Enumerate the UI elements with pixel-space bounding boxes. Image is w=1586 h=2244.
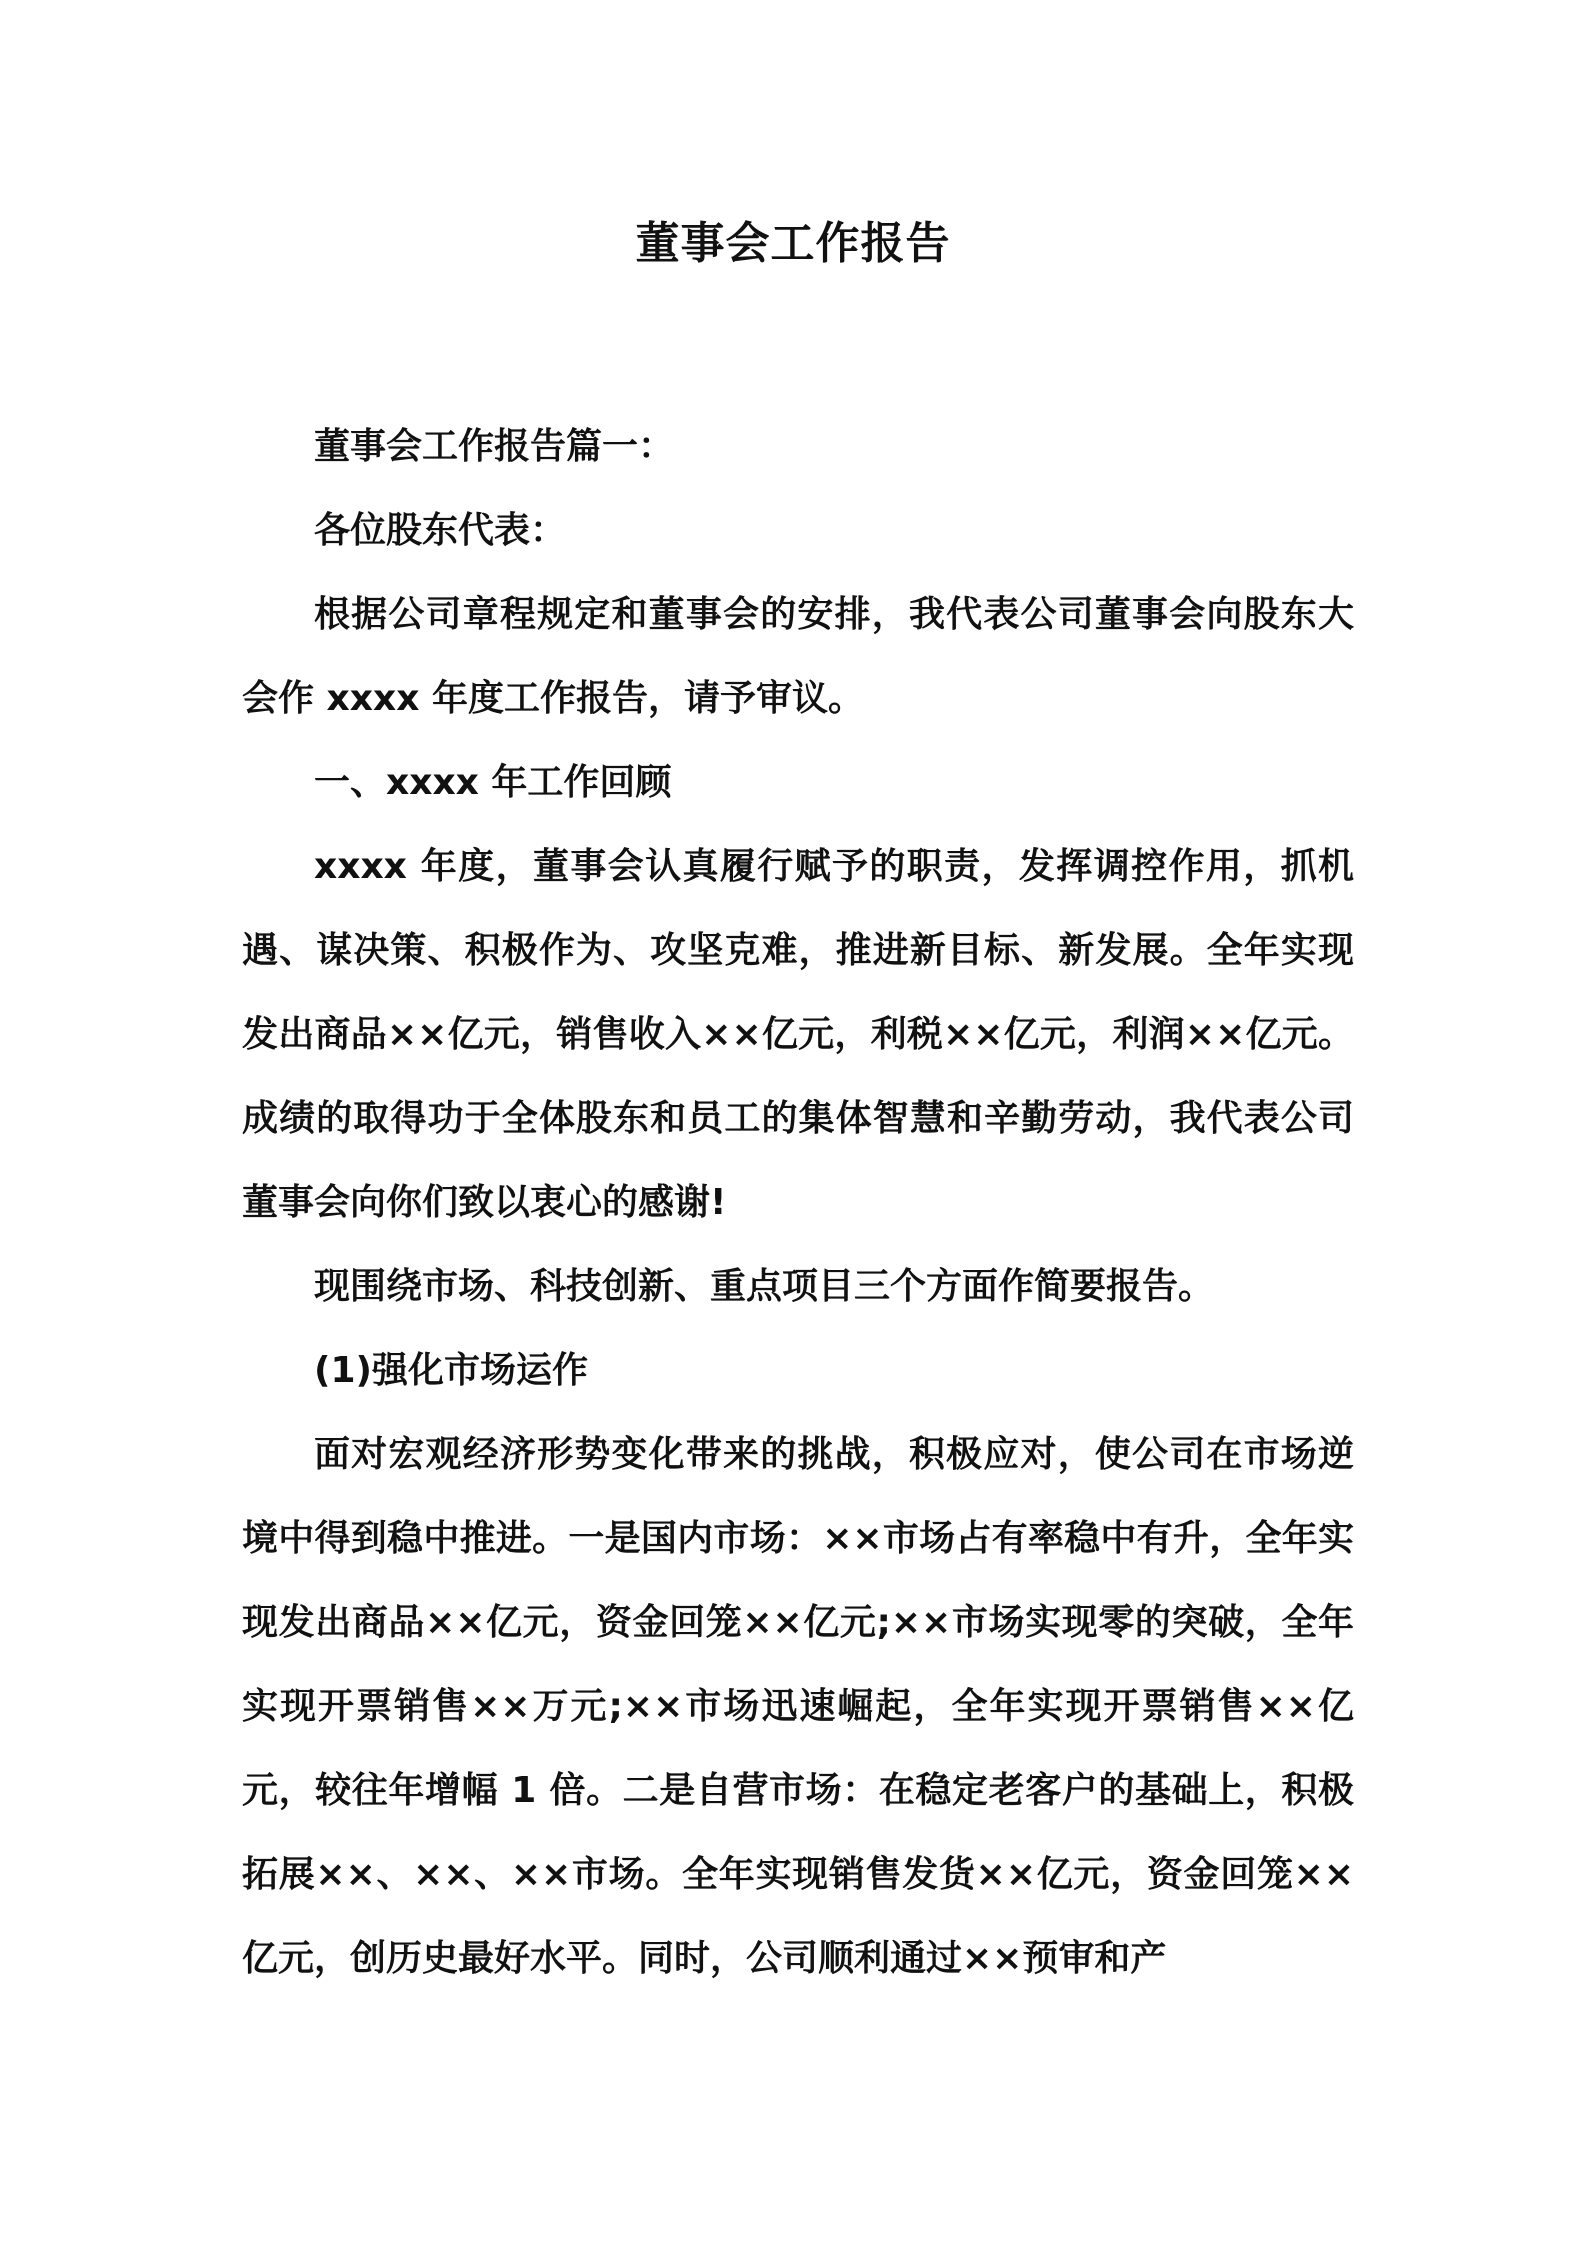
document-body (242, 405, 1354, 2001)
document-title: 董事会工作报告 (635, 218, 951, 269)
paragraph-intro: 根据公司章程规定和董事会的安排，我代表公司董事会向股东大会作 xxxx 年度工作报告，请予审议。 (242, 594, 1354, 719)
paragraph-report-scope: 现围绕市场、科技创新、重点项目三个方面作简要报告。 (314, 1266, 1215, 1307)
paragraph-market-details: 面对宏观经济形势变化带来的挑战，积极应对，使公司在市场逆境中得到稳中推进。一是国内市场：××市场占有率稳中有升，全年实现发出商品××亿元，资金回笼××亿元;××市场实现零的突破，全年实现开票销售××万元;××市场迅速崛起，全年实现开票销售××亿元，较往年增幅 1 倍。二是自营市场：在稳定老客户的基础上，积极拓展××、××、××市场。全年实现销售发货××亿元，资金回笼××亿元，创历史最好水平。同时，公司顺利通过××预审和产 (242, 1434, 1354, 1979)
paragraph-section-heading: 董事会工作报告篇一： (314, 426, 675, 467)
paragraph-subheading-market: (1)强化市场运作 (314, 1350, 588, 1391)
paragraph-annual-summary: xxxx 年度，董事会认真履行赋予的职责，发挥调控作用，抓机遇、谋决策、积极作为、攻坚克难，推进新目标、新发展。全年实现发出商品××亿元，销售收入××亿元，利税××亿元，利润××亿元。成绩的取得功于全体股东和员工的集体智慧和辛勤劳动，我代表公司董事会向你们致以衷心的感谢! (242, 846, 1354, 1223)
paragraph-heading-review: 一、xxxx 年工作回顾 (314, 762, 672, 803)
paragraph-salutation: 各位股东代表： (314, 510, 567, 551)
